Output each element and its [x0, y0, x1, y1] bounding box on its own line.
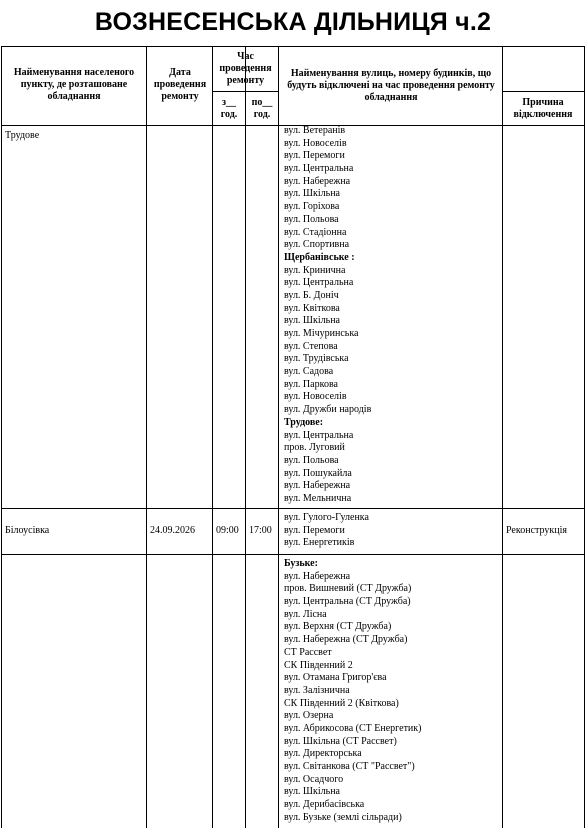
- street-line: вул. Спортивна: [284, 239, 350, 251]
- street-line: вул. Озерна: [284, 710, 334, 722]
- street-line: вул. Залізнична: [284, 684, 350, 696]
- street-line: вул. Новоселів: [284, 391, 347, 403]
- street-group-heading: Щербанівське :: [284, 251, 355, 263]
- header-time-group: Час проведення ремонту: [219, 51, 272, 86]
- street-line: вул. Польова: [284, 213, 339, 225]
- street-line: вул. Степова: [284, 340, 338, 352]
- street-line: вул. Отамана Григор'єва: [284, 672, 387, 684]
- street-line: вул. Шкільна (СТ Рассвет): [284, 735, 397, 747]
- street-line: пров. Луговий: [284, 442, 345, 454]
- street-group-heading: Бузьке:: [284, 558, 318, 569]
- row-3-streets: [284, 558, 421, 824]
- row-1-settlement: Трудове: [5, 130, 40, 141]
- street-line: вул. Пошукайла: [284, 467, 352, 479]
- street-line: вул. Набережна: [284, 570, 351, 582]
- street-line: вул. Горіхова: [284, 201, 340, 213]
- row-2-reason: Реконструкція: [506, 525, 567, 536]
- street-line: вул. Осадчого: [284, 773, 344, 785]
- street-line: вул. Директорська: [284, 748, 362, 760]
- repair-schedule-table: [0, 46, 586, 828]
- row-2-settlement: Білоусівка: [5, 525, 50, 536]
- street-line: вул. Шкільна: [284, 315, 340, 327]
- page-title: ВОЗНЕСЕНСЬКА ДІЛЬНИЦЯ ч.2: [94, 8, 492, 36]
- street-line: вул. Стадіонна: [284, 226, 347, 238]
- street-line: вул. Центральна: [284, 163, 354, 175]
- header-time-from: з__ год.: [220, 97, 238, 120]
- street-line: вул. Квіткова: [284, 302, 340, 314]
- street-line: вул. Бузьке (землі сільради): [284, 811, 402, 823]
- street-line: вул. Перемоги: [284, 150, 345, 162]
- street-line: вул. Ветеранів: [284, 125, 346, 136]
- street-line: вул. Гулого-Гуленка: [284, 512, 369, 523]
- header-date: Дата проведення ремонту: [153, 67, 207, 102]
- street-line: вул. Набережна (СТ Дружба): [284, 634, 408, 646]
- street-line: вул. Перемоги: [284, 524, 345, 536]
- header-reason: Причина відключення: [513, 97, 573, 120]
- row-2-time-from: 09:00: [216, 525, 239, 536]
- street-line: вул. Лісна: [284, 608, 327, 620]
- header-settlement: Найменування населеного пункту, де розташоване обладнання: [13, 67, 135, 102]
- street-line: вул. Шкільна: [284, 786, 340, 798]
- street-line: вул. Новоселів: [284, 137, 347, 149]
- street-line: вул. Центральна: [284, 277, 354, 289]
- street-line: вул. Садова: [284, 366, 334, 378]
- street-line: СК Південний 2 (Квіткова): [284, 697, 399, 709]
- street-line: вул. Мічуринська: [284, 328, 359, 339]
- street-line: пров. Вишневий (СТ Дружба): [284, 583, 412, 595]
- street-line: вул. Польова: [284, 454, 339, 466]
- street-line: вул. Дружби народів: [284, 404, 372, 416]
- street-line: вул. Набережна: [284, 175, 351, 187]
- header-streets: Найменування вулиць, номеру будинків, що будуть відключені на час проведення ремонту обладнання: [287, 68, 495, 103]
- row-2-date: 24.09.2026: [150, 525, 195, 536]
- street-line: вул. Абрикосова (СТ Енергетик): [284, 722, 422, 734]
- street-line: вул. Б. Доніч: [284, 289, 339, 301]
- street-line: вул. Центральна (СТ Дружба): [284, 596, 411, 608]
- street-line: вул. Паркова: [284, 378, 338, 390]
- street-line: вул. Набережна: [284, 480, 351, 492]
- street-line: вул. Центральна: [284, 429, 354, 441]
- street-line: вул. Трудівська: [284, 353, 349, 365]
- street-line: вул. Дерибасівська: [284, 799, 365, 811]
- street-line: вул. Кринична: [284, 264, 346, 276]
- street-line: вул. Енергетиків: [284, 537, 355, 549]
- street-line: СТ Рассвет: [284, 646, 332, 658]
- street-group-heading: Трудове:: [284, 416, 324, 428]
- street-line: вул. Світанкова (СТ "Рассвет"): [284, 761, 415, 772]
- street-line: вул. Шкільна: [284, 188, 340, 200]
- header-time-to: по__ год.: [251, 97, 273, 120]
- row-2-time-to: 17:00: [249, 525, 272, 536]
- row-1-streets: [284, 125, 371, 506]
- street-line: СК Південний 2: [284, 659, 353, 671]
- row-2-streets: [284, 512, 369, 550]
- street-line: вул. Верхня (СТ Дружба): [284, 621, 392, 633]
- street-line: вул. Мельнична: [284, 492, 352, 504]
